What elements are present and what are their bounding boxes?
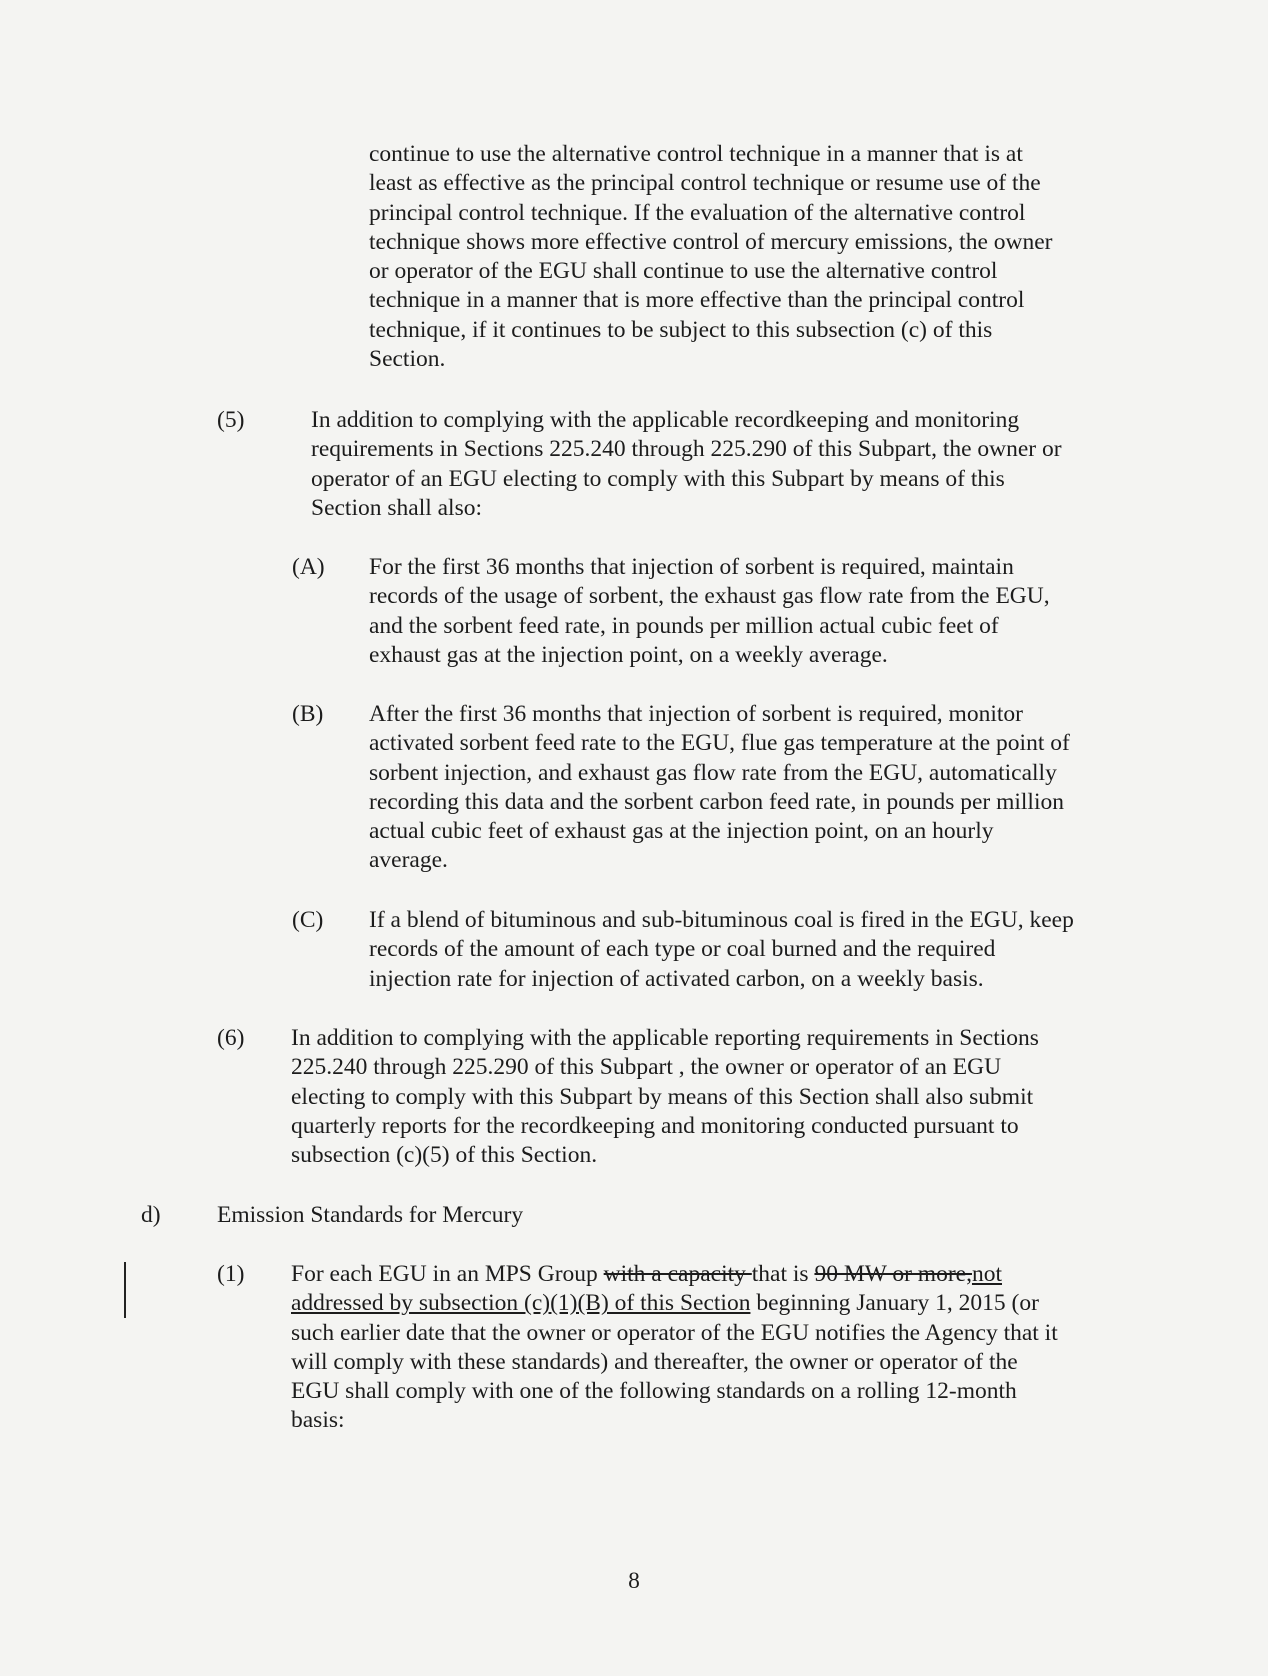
item-6-text (291, 1024, 1039, 1170)
text-line: basis: (291, 1407, 345, 1434)
inserted-text: not (971, 1261, 1002, 1287)
subitem-b-text (369, 700, 1070, 876)
text-line: and the sorbent feed rate, in pounds per million actual cubic feet of (369, 612, 999, 639)
text-line: technique, if it continues to be subject to this subsection (c) of this (369, 316, 993, 343)
text-line: will comply with these standards) and thereafter, the owner or operator of the (291, 1348, 1018, 1375)
plain-text: that is (751, 1261, 815, 1287)
text-line: recording this data and the sorbent carbon feed rate, in pounds per million (369, 788, 1064, 815)
page-number: 8 (628, 1568, 640, 1594)
section-d-heading: Emission Standards for Mercury (217, 1202, 524, 1228)
subitem-a-text (369, 553, 1050, 670)
text-line: sorbent injection, and exhaust gas flow rate from the EGU, automatically (369, 759, 1057, 786)
text-line: requirements in Sections 225.240 through 225.290 of this Subpart, the owner or (311, 436, 1062, 463)
continuation-paragraph (369, 140, 1052, 374)
text-line: In addition to complying with the applicable recordkeeping and monitoring (311, 407, 1020, 433)
text-line: average. (369, 847, 448, 874)
text-line: principal control technique. If the evaluation of the alternative control (369, 199, 1026, 226)
item-d1-label: (1) (217, 1261, 245, 1287)
subitem-b-label: (B) (292, 701, 324, 727)
item-5-label: (5) (217, 407, 245, 433)
deleted-text: with a capacity (603, 1261, 752, 1287)
text-line: subsection (c)(5) of this Section. (291, 1142, 598, 1169)
text-line: least as effective as the principal control technique or resume use of the (369, 170, 1041, 197)
text-line (291, 1289, 1058, 1318)
plain-text: For each EGU in an MPS Group (291, 1261, 604, 1287)
item-5-text (311, 406, 1062, 523)
text-line: records of the amount of each type or coal burned and the required (369, 936, 996, 963)
text-line: continue to use the alternative control technique in a manner that is at (369, 141, 1023, 167)
text-line: such earlier date that the owner or operator of the EGU notifies the Agency that it (291, 1319, 1058, 1346)
text-line: electing to comply with this Subpart by means of this Section shall also submit (291, 1083, 1034, 1110)
subitem-a-label: (A) (292, 554, 325, 580)
deleted-text: 90 MW or more, (814, 1261, 972, 1287)
text-line: 225.240 through 225.290 of this Subpart , the owner or operator of an EGU (291, 1054, 1002, 1081)
section-d-label: d) (141, 1202, 161, 1228)
subitem-c-text (369, 906, 1074, 994)
item-d1-text (291, 1260, 1058, 1436)
text-line: For the first 36 months that injection of sorbent is required, maintain (369, 554, 1014, 580)
text-line: injection rate for injection of activated carbon, on a weekly basis. (369, 965, 984, 992)
text-line: exhaust gas at the injection point, on a weekly average. (369, 641, 888, 668)
text-line: In addition to complying with the applicable reporting requirements in Sections (291, 1025, 1039, 1051)
text-line: records of the usage of sorbent, the exhaust gas flow rate from the EGU, (369, 583, 1050, 610)
text-line: If a blend of bituminous and sub-bituminous coal is fired in the EGU, keep (369, 907, 1074, 933)
text-line: technique shows more effective control of mercury emissions, the owner (369, 228, 1053, 255)
text-line (291, 1260, 1058, 1289)
text-line: quarterly reports for the recordkeeping and monitoring conducted pursuant to (291, 1112, 1019, 1139)
revision-change-bar (124, 1262, 126, 1318)
text-line: activated sorbent feed rate to the EGU, flue gas temperature at the point of (369, 730, 1070, 757)
text-line: actual cubic feet of exhaust gas at the injection point, on an hourly (369, 818, 994, 845)
inserted-text: addressed by subsection (c)(1)(B) of this Section (291, 1290, 751, 1317)
text-line: operator of an EGU electing to comply with this Subpart by means of this (311, 465, 1005, 492)
text-line: EGU shall comply with one of the following standards on a rolling 12-month (291, 1378, 1017, 1405)
text-line: technique in a manner that is more effective than the principal control (369, 287, 1025, 314)
subitem-c-label: (C) (292, 907, 324, 933)
text-line: Section. (369, 346, 446, 373)
item-6-label: (6) (217, 1025, 245, 1051)
plain-text: beginning January 1, 2015 (or (750, 1290, 1039, 1317)
text-line: Section shall also: (311, 494, 483, 521)
text-line: or operator of the EGU shall continue to use the alternative control (369, 258, 998, 285)
text-line: After the first 36 months that injection of sorbent is required, monitor (369, 701, 1023, 727)
